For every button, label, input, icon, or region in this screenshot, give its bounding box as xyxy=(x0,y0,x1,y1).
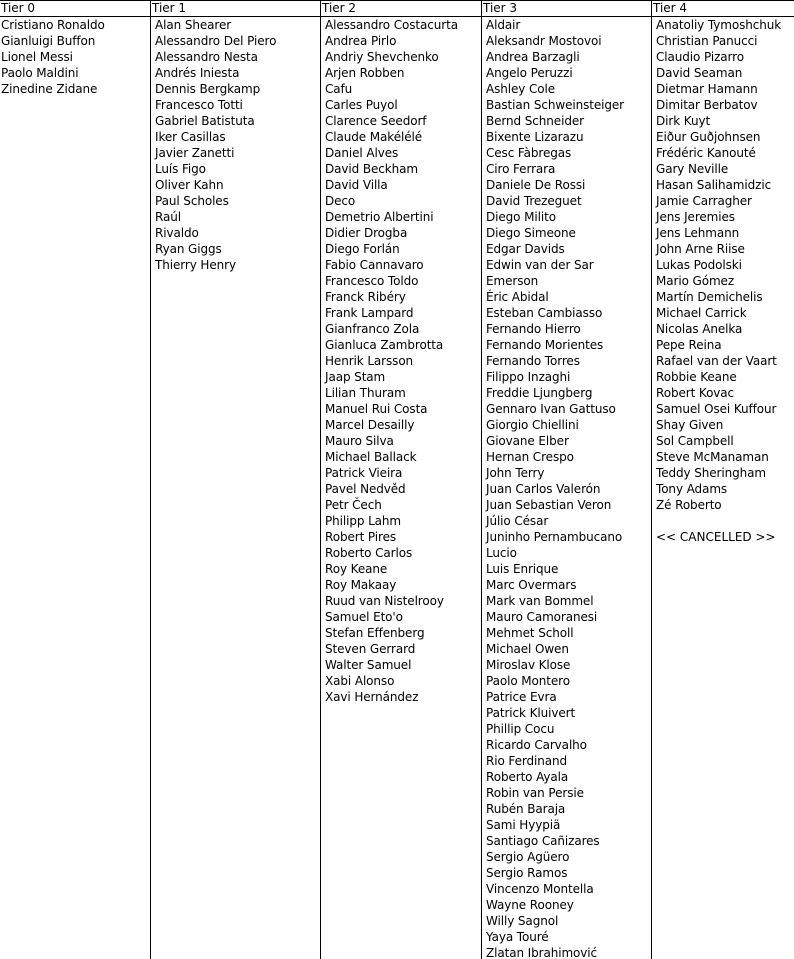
tier-header: Tier 0 xyxy=(0,1,150,17)
player-item: Lucio xyxy=(486,546,517,560)
player-item: Pepe Reina xyxy=(656,338,722,352)
player-item: Demetrio Albertini xyxy=(325,210,434,224)
player-item: Ashley Cole xyxy=(486,82,556,96)
player-list xyxy=(652,17,794,513)
player-item: Shay Given xyxy=(656,418,724,432)
player-item: Ryan Giggs xyxy=(155,242,222,256)
player-item: Emerson xyxy=(486,274,539,288)
player-item: Fernando Hierro xyxy=(486,322,581,336)
player-item: Juan Sebastian Veron xyxy=(486,498,612,512)
player-list xyxy=(0,17,150,97)
tier-column-0 xyxy=(0,1,151,959)
player-item: Philipp Lahm xyxy=(325,514,402,528)
player-item: Oliver Kahn xyxy=(155,178,224,192)
player-item: Sergio Agüero xyxy=(486,850,570,864)
player-item: Daniele De Rossi xyxy=(486,178,586,192)
player-item: Angelo Peruzzi xyxy=(486,66,573,80)
player-item: Éric Abidal xyxy=(486,290,549,304)
player-item: Michael Carrick xyxy=(656,306,747,320)
tier-column-3 xyxy=(482,1,652,959)
player-item: Yaya Touré xyxy=(486,930,549,944)
player-item: Manuel Rui Costa xyxy=(325,402,428,416)
player-item: Tony Adams xyxy=(656,482,728,496)
player-item: Paolo Maldini xyxy=(1,66,79,80)
player-item: Jamie Carragher xyxy=(656,194,752,208)
player-item: Gianluigi Buffon xyxy=(1,34,96,48)
player-item: Sergio Ramos xyxy=(486,866,568,880)
player-item: Santiago Cañizares xyxy=(486,834,600,848)
player-item: Júlio César xyxy=(486,514,549,528)
player-item: Gianfranco Zola xyxy=(325,322,420,336)
player-item: Robert Kovac xyxy=(656,386,735,400)
cancelled-note: << CANCELLED >> xyxy=(656,530,776,544)
player-item: Marcel Desailly xyxy=(325,418,415,432)
player-item: Edgar Davids xyxy=(486,242,565,256)
player-item: Dennis Bergkamp xyxy=(155,82,261,96)
player-item: Robert Pires xyxy=(325,530,397,544)
player-item: Xavi Hernández xyxy=(325,690,419,704)
player-item: Robin van Persie xyxy=(486,786,584,800)
player-item: Vincenzo Montella xyxy=(486,882,594,896)
player-item: Eiður Guðjohnsen xyxy=(656,130,761,144)
player-item: Xabi Alonso xyxy=(325,674,395,688)
player-item: Fernando Morientes xyxy=(486,338,604,352)
tier-column-4 xyxy=(652,1,794,959)
player-item: Pavel Nedvěd xyxy=(325,482,406,496)
player-item: Ciro Ferrara xyxy=(486,162,556,176)
player-item: Nicolas Anelka xyxy=(656,322,743,336)
player-item: Mauro Silva xyxy=(325,434,394,448)
player-item: Anatoliy Tymoshchuk xyxy=(656,18,782,32)
player-item: Luis Enrique xyxy=(486,562,559,576)
player-item: Marc Overmars xyxy=(486,578,577,592)
player-list xyxy=(151,17,320,273)
player-item: Filippo Inzaghi xyxy=(486,370,571,384)
tier-header: Tier 4 xyxy=(652,1,794,17)
player-item: Daniel Alves xyxy=(325,146,399,160)
player-item: David Beckham xyxy=(325,162,418,176)
player-item: Deco xyxy=(325,194,356,208)
player-item: Cesc Fàbregas xyxy=(486,146,572,160)
player-item: Jaap Stam xyxy=(325,370,386,384)
player-item: Hernan Crespo xyxy=(486,450,574,464)
player-item: Phillip Cocu xyxy=(486,722,555,736)
player-item: Henrik Larsson xyxy=(325,354,414,368)
player-item: Roberto Carlos xyxy=(325,546,413,560)
player-item: Robbie Keane xyxy=(656,370,737,384)
player-item: Paolo Montero xyxy=(486,674,570,688)
player-item: Diego Simeone xyxy=(486,226,576,240)
player-item: Carles Puyol xyxy=(325,98,398,112)
player-item: Bastian Schweinsteiger xyxy=(486,98,625,112)
player-item: Freddie Ljungberg xyxy=(486,386,593,400)
player-item: Francesco Totti xyxy=(155,98,243,112)
player-item: Lukas Podolski xyxy=(656,258,742,272)
player-item: Sol Campbell xyxy=(656,434,734,448)
player-item: Fernando Torres xyxy=(486,354,580,368)
player-item: Samuel Eto'o xyxy=(325,610,403,624)
player-item: Giorgio Chiellini xyxy=(486,418,579,432)
player-item: Dirk Kuyt xyxy=(656,114,711,128)
tier-column-1 xyxy=(151,1,321,959)
player-item: Christian Panucci xyxy=(656,34,758,48)
player-item: Francesco Toldo xyxy=(325,274,419,288)
player-item: Zlatan Ibrahimović xyxy=(486,946,598,959)
player-item: Roberto Ayala xyxy=(486,770,569,784)
player-item: Andrea Pirlo xyxy=(325,34,397,48)
player-item: Gary Neville xyxy=(656,162,729,176)
player-item: John Terry xyxy=(486,466,545,480)
player-item: Martín Demichelis xyxy=(656,290,763,304)
player-item: Steven Gerrard xyxy=(325,642,416,656)
player-item: Andriy Shevchenko xyxy=(325,50,439,64)
player-list xyxy=(482,17,651,959)
player-item: Mark van Bommel xyxy=(486,594,594,608)
player-item: Walter Samuel xyxy=(325,658,412,672)
player-item: Dimitar Berbatov xyxy=(656,98,758,112)
player-item: Patrick Kluivert xyxy=(486,706,576,720)
player-item: Diego Milito xyxy=(486,210,556,224)
player-item: Rio Ferdinand xyxy=(486,754,568,768)
player-item: Michael Owen xyxy=(486,642,569,656)
player-item: Juninho Pernambucano xyxy=(486,530,623,544)
player-item: Willy Sagnol xyxy=(486,914,559,928)
player-item: Franck Ribéry xyxy=(325,290,406,304)
player-item: Frédéric Kanouté xyxy=(656,146,756,160)
player-item: Alan Shearer xyxy=(155,18,232,32)
player-item: David Trezeguet xyxy=(486,194,582,208)
player-item: Andrés Iniesta xyxy=(155,66,240,80)
player-item: Arjen Robben xyxy=(325,66,405,80)
player-item: Juan Carlos Valerón xyxy=(486,482,601,496)
player-list xyxy=(321,17,481,705)
player-item: Andrea Barzagli xyxy=(486,50,580,64)
player-item: David Seaman xyxy=(656,66,743,80)
player-item: Patrick Vieira xyxy=(325,466,403,480)
player-item: John Arne Riise xyxy=(656,242,745,256)
player-item: Dietmar Hamann xyxy=(656,82,758,96)
player-item: Roy Makaay xyxy=(325,578,397,592)
player-item: Stefan Effenberg xyxy=(325,626,425,640)
player-item: Fabio Cannavaro xyxy=(325,258,424,272)
player-item: Alessandro Nesta xyxy=(155,50,258,64)
player-item: David Villa xyxy=(325,178,388,192)
player-item: Zé Roberto xyxy=(656,498,722,512)
player-item: Paul Scholes xyxy=(155,194,229,208)
player-item: Thierry Henry xyxy=(155,258,236,272)
player-item: Jens Lehmann xyxy=(656,226,740,240)
player-item: Raúl xyxy=(155,210,181,224)
tier-header: Tier 2 xyxy=(321,1,481,17)
player-item: Bixente Lizarazu xyxy=(486,130,584,144)
player-item: Zinedine Zidane xyxy=(1,82,98,96)
player-item: Giovane Elber xyxy=(486,434,569,448)
player-item: Rubén Baraja xyxy=(486,802,566,816)
player-item: Gennaro Ivan Gattuso xyxy=(486,402,616,416)
player-item: Iker Casillas xyxy=(155,130,226,144)
player-item: Hasan Salihamidzic xyxy=(656,178,772,192)
player-item: Roy Keane xyxy=(325,562,388,576)
player-item: Bernd Schneider xyxy=(486,114,584,128)
player-item: Patrice Evra xyxy=(486,690,557,704)
player-item: Steve McManaman xyxy=(656,450,769,464)
player-item: Mehmet Scholl xyxy=(486,626,574,640)
player-item: Claudio Pizarro xyxy=(656,50,744,64)
player-item: Diego Forlán xyxy=(325,242,400,256)
player-item: Samuel Osei Kuffour xyxy=(656,402,777,416)
tier-column-2 xyxy=(321,1,482,959)
player-item: Cafu xyxy=(325,82,353,96)
player-item: Mario Gómez xyxy=(656,274,735,288)
player-item: Javier Zanetti xyxy=(155,146,235,160)
player-item: Ruud van Nistelrooy xyxy=(325,594,444,608)
player-item: Didier Drogba xyxy=(325,226,408,240)
player-item: Esteban Cambiasso xyxy=(486,306,603,320)
player-item: Claude Makélélé xyxy=(325,130,423,144)
tier-header: Tier 1 xyxy=(151,1,320,17)
player-item: Lilian Thuram xyxy=(325,386,406,400)
player-item: Lionel Messi xyxy=(1,50,73,64)
player-item: Ricardo Carvalho xyxy=(486,738,587,752)
player-item: Miroslav Klose xyxy=(486,658,571,672)
player-item: Luís Figo xyxy=(155,162,206,176)
player-item: Aldair xyxy=(486,18,521,32)
player-item: Edwin van der Sar xyxy=(486,258,594,272)
player-item: Cristiano Ronaldo xyxy=(1,18,105,32)
player-item: Sami Hyypiä xyxy=(486,818,561,832)
player-item: Mauro Camoranesi xyxy=(486,610,598,624)
tier-header: Tier 3 xyxy=(482,1,651,17)
player-item: Frank Lampard xyxy=(325,306,414,320)
player-item: Aleksandr Mostovoi xyxy=(486,34,602,48)
player-item: Alessandro Del Piero xyxy=(155,34,277,48)
player-item: Rivaldo xyxy=(155,226,199,240)
player-item: Rafael van der Vaart xyxy=(656,354,777,368)
player-item: Michael Ballack xyxy=(325,450,417,464)
player-item: Teddy Sheringham xyxy=(656,466,766,480)
player-item: Gabriel Batistuta xyxy=(155,114,255,128)
player-item: Alessandro Costacurta xyxy=(325,18,458,32)
player-item: Clarence Seedorf xyxy=(325,114,427,128)
player-item: Gianluca Zambrotta xyxy=(325,338,444,352)
player-item: Petr Čech xyxy=(325,498,382,512)
player-item: Jens Jeremies xyxy=(656,210,735,224)
player-item: Wayne Rooney xyxy=(486,898,574,912)
